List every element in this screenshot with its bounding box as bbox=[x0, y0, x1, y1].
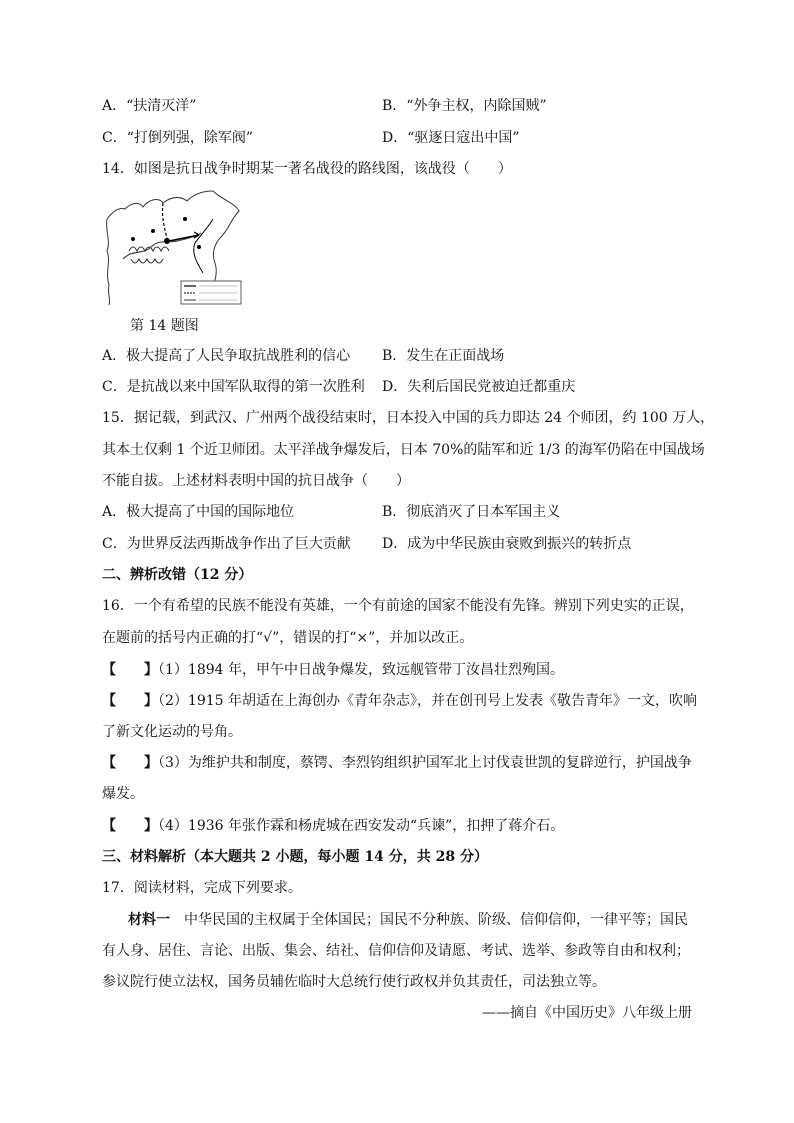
q16-item-3-cont: 爆发。 bbox=[102, 786, 144, 802]
q14-option-b: B．发生在正面战场 bbox=[382, 348, 505, 364]
section-3-title: 三、材料解析（本大题共 2 小题，每小题 14 分，共 28 分） bbox=[102, 849, 488, 865]
q13-option-a: A．“扶清灭洋” bbox=[102, 98, 197, 114]
battle-route-map bbox=[103, 189, 243, 306]
q16-item-4-text: （4）1936 年张作霖和杨虎城在西安发动“兵谏”，扣押了蒋介石。 bbox=[158, 818, 565, 834]
answer-bracket: 【 】 bbox=[102, 755, 158, 771]
q15-option-a: A．极大提高了中国的国际地位 bbox=[102, 504, 295, 520]
q15-stem-line-2: 其本土仅剩 1 个近卫师团。太平洋战争爆发后，日本 70%的陆军和近 1/3 的海军仍陷在中国战场 bbox=[102, 442, 705, 458]
q16-item-2-text: （2）1915 年胡适在上海创办《青年杂志》，并在创刊号上发表《敬告青年》一文，吹响 bbox=[158, 693, 697, 709]
q16-stem-line-1: 16．一个有希望的民族不能没有英雄，一个有前途的国家不能没有先锋。辨别下列史实的正误， bbox=[102, 598, 694, 614]
q14-stem: 14．如图是抗日战争时期某一著名战役的路线图，该战役（ ） bbox=[102, 161, 512, 177]
material-label: 材料一 bbox=[128, 912, 170, 928]
q16-item-1 bbox=[102, 660, 564, 680]
q17-stem: 17．阅读材料，完成下列要求。 bbox=[102, 880, 302, 896]
q15-stem-line-1: 15．据记载，到武汉、广州两个战役结束时，日本投入中国的兵力即达 24 个师团，约 100 万人， bbox=[102, 410, 715, 426]
q16-stem-line-2: 在题前的括号内正确的打“√”，错误的打“×”，并加以改正。 bbox=[102, 630, 474, 646]
section-2-title: 二、辨析改错（12 分） bbox=[102, 567, 253, 583]
material-1-text: 中华民国的主权属于全体国民；国民不分种族、阶级、信仰信仰，一律平等；国民 bbox=[170, 912, 688, 928]
q16-item-3 bbox=[102, 753, 692, 773]
answer-bracket: 【 】 bbox=[102, 662, 158, 678]
q16-item-3-text: （3）为维护共和制度，蔡锷、李烈钧组织护国军北上讨伐袁世凯的复辟逆行，护国战争 bbox=[158, 755, 692, 771]
material-1-line-1 bbox=[128, 910, 688, 930]
material-1-line-2: 有人身、居住、言论、出版、集会、结社、信仰信仰及请愿、考试、选举、参政等自由和权利； bbox=[102, 943, 690, 959]
q13-option-c: C．“打倒列强，除军阀” bbox=[102, 130, 254, 146]
q15-option-b: B．彻底消灭了日本军国主义 bbox=[382, 504, 561, 520]
figure-caption: 第 14 题图 bbox=[130, 318, 199, 334]
material-source: ——摘自《中国历史》八年级上册 bbox=[482, 1005, 692, 1021]
q14-option-d: D．失利后国民党被迫迁都重庆 bbox=[382, 379, 576, 395]
material-1-line-3: 参议院行使立法权，国务员辅佐临时大总统行使行政权并负其责任，司法独立等。 bbox=[102, 974, 606, 990]
q14-option-a: A．极大提高了人民争取抗战胜利的信心 bbox=[102, 348, 351, 364]
answer-bracket: 【 】 bbox=[102, 693, 158, 709]
answer-bracket: 【 】 bbox=[102, 818, 158, 834]
q15-stem-line-3: 不能自拔。上述材料表明中国的抗日战争（ ） bbox=[102, 473, 410, 489]
q13-option-b: B．“外争主权，内除国贼” bbox=[382, 98, 547, 114]
q16-item-1-text: （1）1894 年，甲午中日战争爆发，致远舰管带丁汝昌壮烈殉国。 bbox=[158, 662, 564, 678]
q14-option-c: C．是抗战以来中国军队取得的第一次胜利 bbox=[102, 379, 365, 395]
q15-option-c: C．为世界反法西斯战争作出了巨大贡献 bbox=[102, 536, 351, 552]
q13-option-d: D．“驱逐日寇出中国” bbox=[382, 130, 520, 146]
q16-item-2 bbox=[102, 691, 697, 711]
q16-item-2-cont: 了新文化运动的号角。 bbox=[102, 724, 242, 740]
q15-option-d: D．成为中华民族由衰败到振兴的转折点 bbox=[382, 536, 632, 552]
q16-item-4 bbox=[102, 816, 564, 836]
